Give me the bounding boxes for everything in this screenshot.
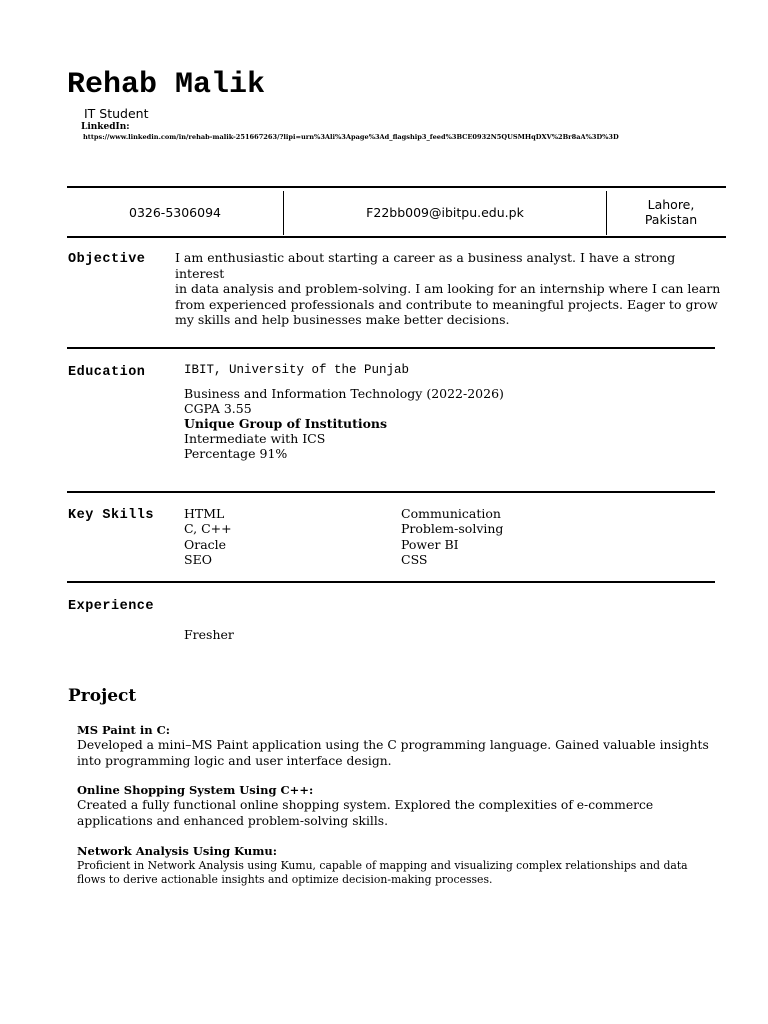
education-heading: Education [68,365,146,380]
objective-line: I am enthusiastic about starting a career as a business analyst. I have a strong interest [175,250,676,281]
candidate-name: Rehab Malik [67,68,266,102]
project-line: Developed a mini–MS Paint application using the C programming language. Gained valuable insights [77,738,709,752]
skill-item: Power BI [401,537,459,552]
education-degree: Business and Information Technology (2022-2026) [184,386,504,401]
education-school: IBIT, University of the Punjab [184,363,410,377]
project-line: flows to derive actionable insights and optimize decision-making processes. [77,872,493,886]
objective-line: in data analysis and problem-solving. I am looking for an internship where I can learn [175,281,721,296]
project-description [77,798,717,829]
contact-city: Lahore, [647,197,695,212]
experience-value: Fresher [184,627,234,642]
education-percentage: Percentage 91% [184,446,288,461]
education-college: Unique Group of Institutions [184,416,388,431]
project-line: into programming logic and user interface design. [77,753,392,768]
skill-item: Oracle [184,537,227,552]
skill-item: C, C++ [184,521,232,536]
objective-line: my skills and help businesses make better decisions. [175,312,510,327]
contact-country: Pakistan [644,212,698,227]
contact-top-rule [67,186,726,188]
projects-heading: Project [68,686,137,706]
objective-line: from experienced professionals and contribute to meaningful projects. Eager to grow [175,296,718,312]
candidate-role: IT Student [84,106,149,121]
section-rule [67,491,715,493]
skills-heading: Key Skills [68,508,155,523]
contact-phone: 0326-5306094 [129,205,221,220]
skill-item: CSS [401,552,428,567]
project-name: Network Analysis Using Kumu: [77,844,278,858]
project-line: Proficient in Network Analysis using Kumu, capable of mapping and visualizing complex relationships and data [77,859,688,872]
project-line: applications and enhanced problem-solving skills. [77,813,388,828]
education-intermediate: Intermediate with ICS [184,431,326,446]
contact-divider [606,191,607,235]
experience-heading: Experience [68,599,155,614]
project-description [77,738,717,769]
education-cgpa: CGPA 3.55 [184,401,252,416]
section-rule [67,347,715,349]
skill-item: HTML [184,506,225,521]
objective-heading: Objective [68,252,146,267]
contact-bottom-rule [67,236,726,238]
project-description [77,859,717,886]
contact-email[interactable]: F22bb009@ibitpu.edu.pk [366,205,524,220]
project-name: Online Shopping System Using C++: [77,783,314,797]
linkedin-url[interactable]: https://www.linkedin.com/in/rehab-malik-251667263/?lipi=urn%3Ali%3Apage%3Ad_flagship3_feed%3BCE0932N5QUSMHqDXV%2Br8aA%3D%3D [83,133,619,141]
project-name: MS Paint in C: [77,723,171,737]
skill-item: Problem-solving [401,521,504,536]
objective-text [175,250,725,328]
skill-item: SEO [184,552,212,567]
linkedin-label: LinkedIn: [81,122,130,132]
section-rule [67,581,715,583]
skill-item: Communication [401,506,501,521]
project-line: Created a fully functional online shopping system. Explored the complexities of e-commerce [77,798,654,812]
